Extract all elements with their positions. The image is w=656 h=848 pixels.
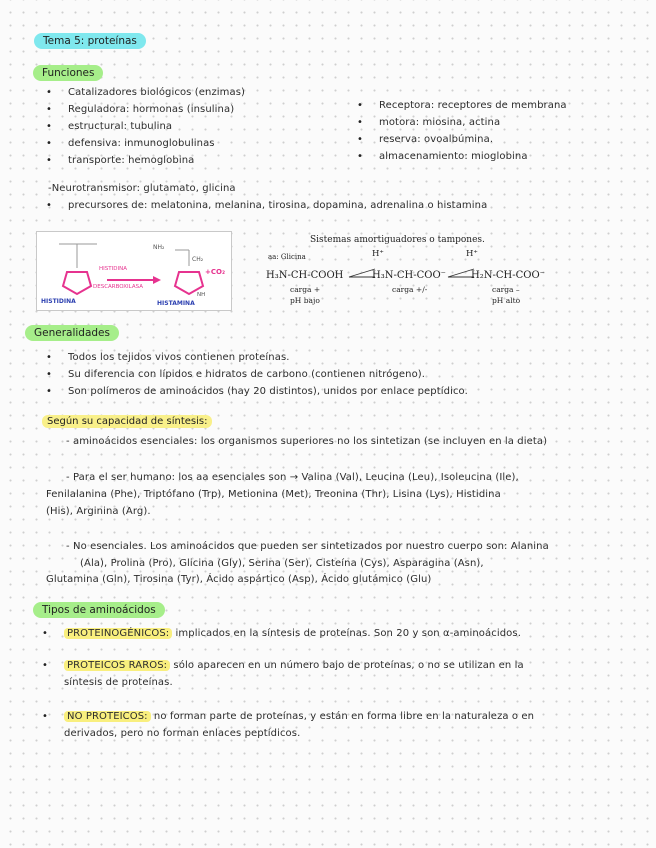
charge-1-a: carga + — [290, 285, 321, 294]
proteicos-raros-item — [64, 660, 524, 671]
list-item: • motora: miosina, actina — [379, 117, 500, 128]
proteicos-raros-text-2: síntesis de proteínas. — [64, 677, 173, 688]
no-proteicos-label: NO PROTEICOS: — [64, 711, 151, 722]
list-item: • almacenamiento: mioglobina — [379, 151, 528, 162]
ch2-label: CH₂ — [192, 256, 204, 263]
noesenciales-line-3: Glutamina (Gln), Tirosina (Tyr), Ácido aspártico (Asp), Ácido glutámico (Glu) — [46, 574, 432, 585]
esenciales-line: - aminoácidos esenciales: los organismos superiores no los sintetizan (se incluyen en la dieta) — [66, 436, 548, 447]
list-item: • Su diferencia con lípidos e hidratos de carbono (contienen nitrógeno). — [68, 369, 425, 380]
charge-3-a: carga – — [492, 285, 520, 294]
no-proteicos-text-2: derivados, pero no forman enlaces peptídicos. — [64, 728, 301, 739]
charge-1-b: pH bajo — [290, 296, 320, 305]
list-item: • Receptora: receptores de membrana — [379, 100, 567, 111]
page-title: Tema 5: proteínas — [34, 33, 146, 49]
list-item: • transporte: hemoglobina — [68, 155, 194, 166]
humano-line-3: (His), Arginina (Arg). — [46, 506, 151, 517]
proteinogenicos-item — [64, 628, 521, 639]
buffer-form-3: H₂N-CH-COO⁻ — [471, 270, 545, 281]
buffer-form-1: H₃N-CH-COOH — [266, 270, 344, 281]
no-proteicos-text: no forman parte de proteínas, y están en forma libre en la naturaleza o en — [150, 711, 535, 722]
enzyme-label-1: HISTIDINA — [99, 266, 127, 272]
neurotransmisor-line: -Neurotransmisor: glutamato, glicina — [48, 183, 236, 194]
histidina-diagram — [36, 231, 232, 311]
precursores-line: • precursores de: melatonina, melanina, tirosina, dopamina, adrenalina o histamina — [68, 200, 487, 211]
list-item: • reserva: ovoalbúmina. — [379, 134, 493, 145]
proteinogenicos-label: PROTEINOGÉNICOS: — [64, 628, 172, 639]
list-item: • estructural: tubulina — [68, 121, 172, 132]
humano-line-1: - Para el ser humano: los aa esenciales son → Valina (Val), Leucina (Leu), Isoleucina (Ile), — [66, 472, 519, 483]
h-plus-1: H⁺ — [372, 249, 384, 259]
list-item: • defensiva: inmunoglobulinas — [68, 138, 215, 149]
proteicos-raros-label: PROTEICOS RAROS: — [64, 660, 170, 671]
proteicos-raros-text: sólo aparecen en un número bajo de proteínas, o no se utilizan en la — [170, 660, 524, 671]
nh-label: NH — [197, 292, 206, 298]
funciones-heading: Funciones — [33, 65, 103, 81]
nh2-label: NH₂ — [153, 244, 165, 251]
no-proteicos-item — [64, 711, 534, 722]
histidina-label: HISTIDINA — [41, 298, 76, 305]
noesenciales-line-2: (Ala), Prolina (Pro), Glicina (Gly), Serina (Ser), Cisteína (Cys), Asparagina (Asn), — [80, 558, 484, 569]
humano-line-2: Fenilalanina (Phe), Triptófano (Trp), Metionina (Met), Treonina (Thr), Lisina (Lys), Histidina — [46, 489, 501, 500]
list-item: • Catalizadores biológicos (enzimas) — [68, 87, 245, 98]
tipos-heading: Tipos de aminoácidos — [33, 602, 165, 618]
buffer-aa-label: aa: Glicina — [268, 253, 306, 261]
buffer-title: Sistemas amortiguadores o tampones. — [310, 235, 485, 245]
list-item: • Son polímeros de aminoácidos (hay 20 distintos), unidos por enlace peptídico. — [68, 386, 468, 397]
generalidades-heading: Generalidades — [25, 325, 119, 341]
buffer-form-2: H₃N-CH-COO⁻ — [372, 270, 446, 281]
list-item: • Todos los tejidos vivos contienen proteínas. — [68, 352, 290, 363]
proteinogenicos-text: implicados en la síntesis de proteínas. Son 20 y son α-aminoácidos. — [172, 628, 521, 639]
list-item: • Reguladora: hormonas (insulina) — [68, 104, 234, 115]
charge-3-b: pH alto — [492, 296, 521, 305]
enzyme-label-2: DESCARBOXILASA — [93, 284, 143, 290]
co2-label: +CO₂ — [205, 268, 226, 276]
sintesis-heading: Según su capacidad de síntesis: — [42, 415, 212, 428]
histamina-label: HISTAMINA — [157, 300, 195, 307]
charge-2: carga +/- — [392, 285, 428, 294]
noesenciales-line-1: - No esenciales. Los aminoácidos que pueden ser sintetizados por nuestro cuerpo son: Alanina — [66, 541, 549, 552]
h-plus-2: H⁺ — [466, 249, 478, 259]
